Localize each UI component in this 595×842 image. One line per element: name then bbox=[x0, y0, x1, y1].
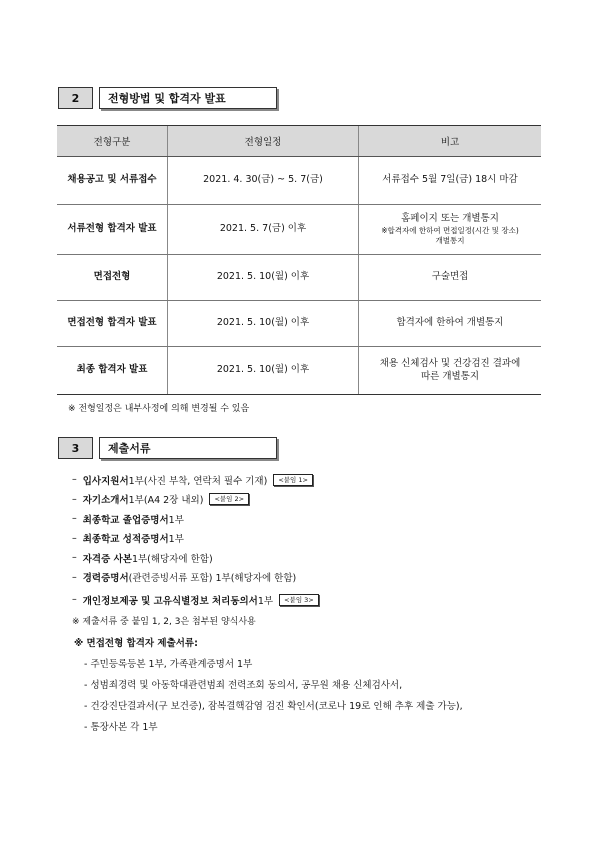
doc-name: 자격증 사본 bbox=[82, 553, 132, 565]
row-date: 2021. 5. 10(월) 이후 bbox=[168, 347, 359, 395]
table-header-row bbox=[57, 126, 541, 157]
doc-detail: (관련증빙서류 포함) 1부(해당자에 한함) bbox=[128, 573, 297, 585]
schedule-table bbox=[57, 125, 541, 395]
list-item: – 경력증명서 (관련증빙서류 포함) 1부(해당자에 한함) bbox=[72, 571, 297, 585]
attachment-note: ※ 제출서류 중 붙임 1, 2, 3은 첨부된 양식사용 bbox=[72, 617, 256, 627]
table-row bbox=[57, 301, 541, 347]
schedule-footnote: ※ 전형일정은 내부사정에 의해 변경될 수 있음 bbox=[68, 404, 250, 414]
row-category: 채용공고 및 서류접수 bbox=[57, 157, 168, 205]
attachment-badge: <붙임 1> bbox=[273, 474, 313, 486]
table-row bbox=[57, 347, 541, 395]
section-title: 전형방법 및 합격자 발표 bbox=[99, 87, 277, 109]
row-note: 홈페이지 또는 개별통지 bbox=[401, 212, 499, 224]
doc-detail: 1부(사진 부착, 연락처 필수 기재) bbox=[128, 475, 268, 487]
doc-name: 최종학교 졸업증명서 bbox=[82, 514, 169, 526]
interview-item: - 건강진단결과서(구 보건증), 잠복결핵감염 검진 확인서(코로나 19로 인해 추후 제출 가능), bbox=[84, 701, 463, 712]
row-note-cell bbox=[359, 205, 542, 255]
row-category: 최종 합격자 발표 bbox=[57, 347, 168, 395]
doc-detail: 1부 bbox=[168, 534, 184, 546]
table-row bbox=[57, 205, 541, 255]
row-category: 서류전형 합격자 발표 bbox=[57, 205, 168, 255]
list-item: – 입사지원서 1부(사진 부착, 연락처 필수 기재) <붙임 1> bbox=[72, 470, 319, 490]
row-note: 서류접수 5월 7일(금) 18시 마감 bbox=[359, 157, 542, 205]
row-note: 합격자에 한하여 개별통지 bbox=[359, 301, 542, 347]
doc-name: 경력증명서 bbox=[82, 573, 129, 585]
doc-detail: 1부(A4 2장 내외) bbox=[128, 495, 204, 507]
attachment-badge: <붙임 2> bbox=[209, 493, 249, 505]
table-row bbox=[57, 255, 541, 301]
list-item: – 최종학교 성적증명서 1부 bbox=[72, 532, 184, 546]
list-item: – 최종학교 졸업증명서 1부 bbox=[72, 513, 184, 526]
doc-detail: 1부(해당자에 한함) bbox=[131, 553, 213, 565]
document-list bbox=[72, 470, 319, 610]
row-note-sub2: 개별통지 bbox=[435, 235, 465, 245]
table-row bbox=[57, 157, 541, 205]
attachment-badge: <붙임 3> bbox=[279, 594, 319, 606]
list-item: – 개인정보제공 및 고유식별정보 처리동의서 1부 <붙임 3> bbox=[72, 590, 319, 610]
row-date: 2021. 5. 10(월) 이후 bbox=[168, 255, 359, 301]
header-note: 비고 bbox=[359, 126, 542, 157]
section-2-header bbox=[58, 87, 277, 109]
doc-name: 개인정보제공 및 고유식별정보 처리동의서 bbox=[82, 595, 258, 607]
header-date: 전형일정 bbox=[168, 126, 359, 157]
section-number: 2 bbox=[58, 87, 93, 109]
row-date: 2021. 5. 10(월) 이후 bbox=[168, 301, 359, 347]
interview-heading: ※ 면접전형 합격자 제출서류: bbox=[74, 638, 198, 649]
row-date: 2021. 5. 7(금) 이후 bbox=[168, 205, 359, 255]
doc-detail: 1부 bbox=[168, 514, 184, 526]
row-category: 면접전형 bbox=[57, 255, 168, 301]
doc-name: 입사지원서 bbox=[82, 475, 129, 487]
row-note: 채용 신체검사 및 건강검진 결과에 bbox=[379, 357, 521, 369]
row-category: 면접전형 합격자 발표 bbox=[57, 301, 168, 347]
doc-name: 최종학교 성적증명서 bbox=[82, 534, 169, 546]
interview-item: - 통장사본 각 1부 bbox=[84, 722, 158, 733]
header-category: 전형구분 bbox=[57, 126, 168, 157]
section-title: 제출서류 bbox=[99, 437, 277, 459]
list-item: – 자기소개서 1부(A4 2장 내외) <붙임 2> bbox=[72, 490, 319, 510]
interview-item: - 주민등록등본 1부, 가족관계증명서 1부 bbox=[84, 659, 253, 670]
row-note-sub: ※합격자에 한하여 면접일정(시간 및 장소) bbox=[381, 225, 519, 235]
doc-detail: 1부 bbox=[257, 595, 274, 607]
row-note-2: 따른 개별통지 bbox=[420, 370, 480, 382]
row-note-cell bbox=[359, 347, 542, 395]
row-note: 구술면접 bbox=[359, 255, 542, 301]
section-3-header bbox=[58, 437, 277, 459]
doc-name: 자기소개서 bbox=[82, 495, 129, 507]
list-item: – 자격증 사본 1부(해당자에 한함) bbox=[72, 552, 213, 565]
row-date: 2021. 4. 30(금) ~ 5. 7(금) bbox=[168, 157, 359, 205]
interview-item: - 성범죄경력 및 아동학대관련범죄 전력조회 동의서, 공무원 채용 신체검사서, bbox=[84, 680, 403, 691]
section-number: 3 bbox=[58, 437, 93, 459]
